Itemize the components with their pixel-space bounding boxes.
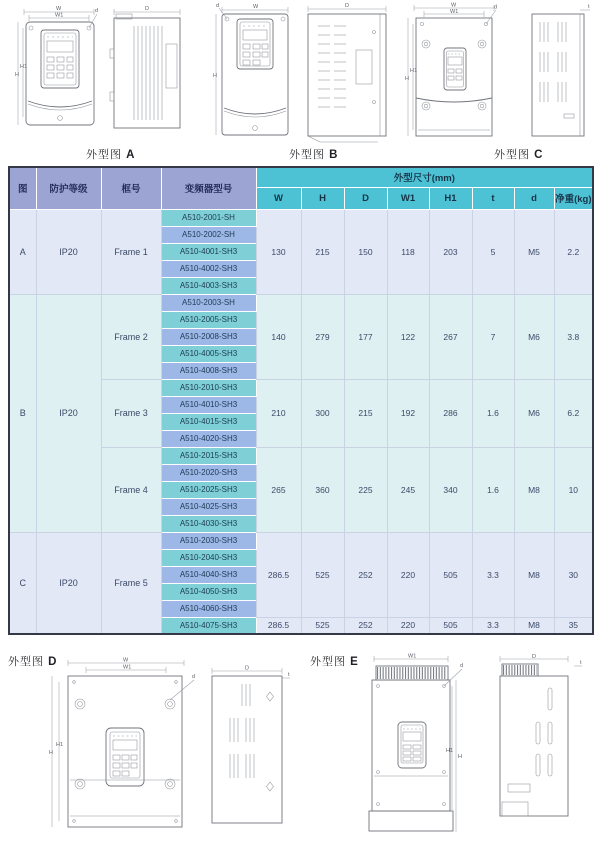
model-cell: A510-2010-SH3: [161, 379, 256, 396]
model-cell: A510-2025-SH3: [161, 481, 256, 498]
drawing-b-front: [212, 2, 297, 144]
frame-cell: Frame 2: [101, 294, 161, 379]
figure-label-b-text: 外型图: [289, 149, 325, 161]
svg-text:t: t: [288, 672, 290, 678]
svg-text:d: d: [95, 8, 99, 14]
spec-table-body: [9, 209, 593, 634]
side-body: [500, 676, 568, 816]
svg-text:H1: H1: [410, 68, 418, 74]
dim-cell: 140: [256, 294, 301, 379]
protection-cell: IP20: [36, 532, 101, 634]
drawing-e-side: [490, 654, 590, 838]
dim-cell: 525: [301, 617, 344, 634]
dim-cell: M5: [514, 209, 554, 294]
dim-cell: 2.2: [554, 209, 593, 294]
col-header-frame: 框号: [101, 167, 161, 209]
figure-cell: B: [9, 294, 36, 532]
col-header-model: 变频器型号: [161, 167, 256, 209]
model-cell: A510-4050-SH3: [161, 583, 256, 600]
keypad: [444, 48, 466, 90]
dim-cell: 286.5: [256, 617, 301, 634]
dim-cell: 505: [429, 532, 472, 617]
model-cell: A510-4020-SH3: [161, 430, 256, 447]
side-body: [308, 14, 386, 136]
svg-text:d: d: [494, 4, 498, 11]
drawing-b-side: [300, 2, 395, 144]
dim-cell: M8: [514, 532, 554, 617]
table-row: [9, 532, 593, 549]
figure-label-e: [310, 653, 359, 669]
dim-cell: 252: [344, 617, 387, 634]
col-header-w1: W1: [387, 187, 429, 209]
frame-cell: Frame 1: [101, 209, 161, 294]
figure-label-d-letter: D: [48, 656, 58, 668]
protection-cell: IP20: [36, 209, 101, 294]
dim-cell: 203: [429, 209, 472, 294]
frame-cell: Frame 5: [101, 532, 161, 634]
col-header-hole-d: d: [514, 187, 554, 209]
vent-grille: [318, 26, 346, 107]
col-header-t: t: [472, 187, 514, 209]
svg-text:W1: W1: [450, 9, 459, 15]
svg-text:W1: W1: [408, 653, 417, 660]
svg-text:W: W: [451, 2, 457, 9]
dim-cell: 210: [256, 379, 301, 447]
svg-text:d: d: [216, 3, 220, 9]
table-row: [9, 209, 593, 226]
model-cell: A510-2040-SH3: [161, 549, 256, 566]
svg-text:H: H: [405, 76, 409, 82]
model-cell: A510-2030-SH3: [161, 532, 256, 549]
dim-cell: 3.8: [554, 294, 593, 379]
drawing-a-front: [14, 4, 102, 142]
svg-text:W: W: [56, 6, 62, 12]
dim-cell: 286.5: [256, 532, 301, 617]
model-cell: A510-4040-SH3: [161, 566, 256, 583]
heatsink: [376, 666, 448, 680]
figure-label-c-text: 外型图: [494, 149, 530, 161]
dim-cell: 300: [301, 379, 344, 447]
figure-label-b: [289, 146, 338, 162]
dim-cell: 35: [554, 617, 593, 634]
col-header-dims-group: 外型尺寸(mm): [256, 167, 593, 187]
label-plate: [356, 50, 372, 84]
dim-cell: 340: [429, 447, 472, 532]
svg-text:H1: H1: [20, 64, 28, 70]
dim-cell: M8: [514, 447, 554, 532]
svg-text:d: d: [460, 663, 464, 669]
svg-text:H: H: [49, 750, 53, 756]
dim-cell: 279: [301, 294, 344, 379]
bottom-cover-seam: [28, 101, 92, 107]
vent-slots: [536, 688, 552, 776]
dim-cell: 118: [387, 209, 429, 294]
drawing-c-front: [402, 2, 502, 144]
mounting-holes: [75, 699, 175, 789]
figure-cell: A: [9, 209, 36, 294]
dim-cell: 3.3: [472, 532, 514, 617]
svg-text:W: W: [123, 657, 129, 664]
model-cell: A510-2015-SH3: [161, 447, 256, 464]
dim-cell: 150: [344, 209, 387, 294]
figure-label-c-letter: C: [534, 149, 544, 161]
mounting-holes: [422, 40, 486, 110]
dim-cell: 130: [256, 209, 301, 294]
vent-slots: [230, 684, 254, 778]
svg-text:d: d: [192, 674, 196, 680]
svg-text:H: H: [15, 72, 19, 78]
dim-cell: M8: [514, 617, 554, 634]
dim-cell: 360: [301, 447, 344, 532]
dim-cell: 30: [554, 532, 593, 617]
dim-cell: 220: [387, 617, 429, 634]
model-cell: A510-4030-SH3: [161, 515, 256, 532]
dim-cell: M6: [514, 294, 554, 379]
model-cell: A510-2001-SH: [161, 209, 256, 226]
dim-cell: 225: [344, 447, 387, 532]
drawing-d-front: [44, 656, 202, 838]
dim-cell: 10: [554, 447, 593, 532]
dim-cell: 3.3: [472, 617, 514, 634]
col-header-w: W: [256, 187, 301, 209]
dim-cell: 220: [387, 532, 429, 617]
figure-label-d-text: 外型图: [8, 656, 44, 668]
side-body: [212, 676, 282, 823]
model-cell: A510-4005-SH3: [161, 345, 256, 362]
bottom-cover-seam: [416, 98, 492, 102]
svg-text:W: W: [253, 4, 259, 10]
svg-text:H1: H1: [446, 748, 454, 754]
svg-text:t: t: [588, 4, 590, 10]
dim-cell: 215: [301, 209, 344, 294]
dim-cell: 245: [387, 447, 429, 532]
col-header-figure: 图: [9, 167, 36, 209]
dim-cell: 5: [472, 209, 514, 294]
dim-cell: 525: [301, 532, 344, 617]
dim-cell: 215: [344, 379, 387, 447]
model-cell: A510-2008-SH3: [161, 328, 256, 345]
dim-cell: 122: [387, 294, 429, 379]
figure-label-e-letter: E: [350, 656, 359, 668]
figure-label-b-letter: B: [329, 149, 339, 161]
model-cell: A510-2003-SH: [161, 294, 256, 311]
col-header-weight: 净重(kg): [554, 187, 593, 209]
svg-text:D: D: [145, 6, 149, 12]
dim-cell: 286: [429, 379, 472, 447]
svg-text:W1: W1: [123, 664, 132, 671]
svg-text:D: D: [345, 3, 349, 9]
svg-text:D: D: [245, 665, 249, 672]
inverter-body: [68, 676, 182, 827]
keypad: [237, 19, 273, 69]
protection-cell: IP20: [36, 294, 101, 532]
model-cell: A510-4002-SH3: [161, 260, 256, 277]
dim-cell: 505: [429, 617, 472, 634]
inverter-body: [26, 22, 94, 125]
model-cell: A510-4003-SH3: [161, 277, 256, 294]
dim-cell: 1.6: [472, 447, 514, 532]
col-header-h1: H1: [429, 187, 472, 209]
svg-text:H: H: [458, 754, 462, 760]
figure-cell: C: [9, 532, 36, 634]
drawing-d-side: [202, 664, 294, 836]
svg-text:W1: W1: [55, 12, 64, 19]
figure-label-e-text: 外型图: [310, 656, 346, 668]
drawing-e-front: [356, 652, 468, 840]
keypad: [398, 722, 426, 768]
frame-cell: Frame 3: [101, 379, 161, 447]
bottom-panel: [369, 811, 453, 831]
figure-label-a-text: 外型图: [86, 149, 122, 161]
svg-text:H1: H1: [56, 742, 64, 748]
dim-cell: 267: [429, 294, 472, 379]
table-row: [9, 294, 593, 311]
model-cell: A510-4075-SH3: [161, 617, 256, 634]
drawing-a-side: [104, 4, 189, 142]
dim-cell: 7: [472, 294, 514, 379]
figure-label-a-letter: A: [126, 149, 136, 161]
model-cell: A510-4008-SH3: [161, 362, 256, 379]
model-cell: A510-4010-SH3: [161, 396, 256, 413]
side-body: [114, 18, 180, 128]
heatsink-fins: [134, 26, 162, 120]
svg-text:D: D: [532, 654, 536, 660]
model-cell: A510-2005-SH3: [161, 311, 256, 328]
model-cell: A510-4060-SH3: [161, 600, 256, 617]
keypad: [106, 728, 144, 786]
dim-cell: M6: [514, 379, 554, 447]
dim-cell: 265: [256, 447, 301, 532]
vent-slots: [540, 22, 566, 102]
dim-cell: 177: [344, 294, 387, 379]
dim-cell: 1.6: [472, 379, 514, 447]
dim-cell: 6.2: [554, 379, 593, 447]
col-header-h: H: [301, 187, 344, 209]
figure-label-a: [86, 146, 135, 162]
model-cell: A510-4015-SH3: [161, 413, 256, 430]
dim-cell: 192: [387, 379, 429, 447]
model-cell: A510-2020-SH3: [161, 464, 256, 481]
bottom-cover-seam: [224, 108, 286, 114]
model-cell: A510-4025-SH3: [161, 498, 256, 515]
col-header-protection: 防护等级: [36, 167, 101, 209]
keypad: [41, 30, 79, 88]
dim-cell: 252: [344, 532, 387, 617]
svg-text:H: H: [213, 73, 217, 79]
model-cell: A510-4001-SH3: [161, 243, 256, 260]
svg-text:t: t: [580, 660, 582, 666]
frame-cell: Frame 4: [101, 447, 161, 532]
dimension-spec-table: [8, 166, 594, 635]
figure-label-c: [494, 146, 543, 162]
model-cell: A510-2002-SH: [161, 226, 256, 243]
col-header-d: D: [344, 187, 387, 209]
drawing-c-side: [524, 2, 594, 144]
